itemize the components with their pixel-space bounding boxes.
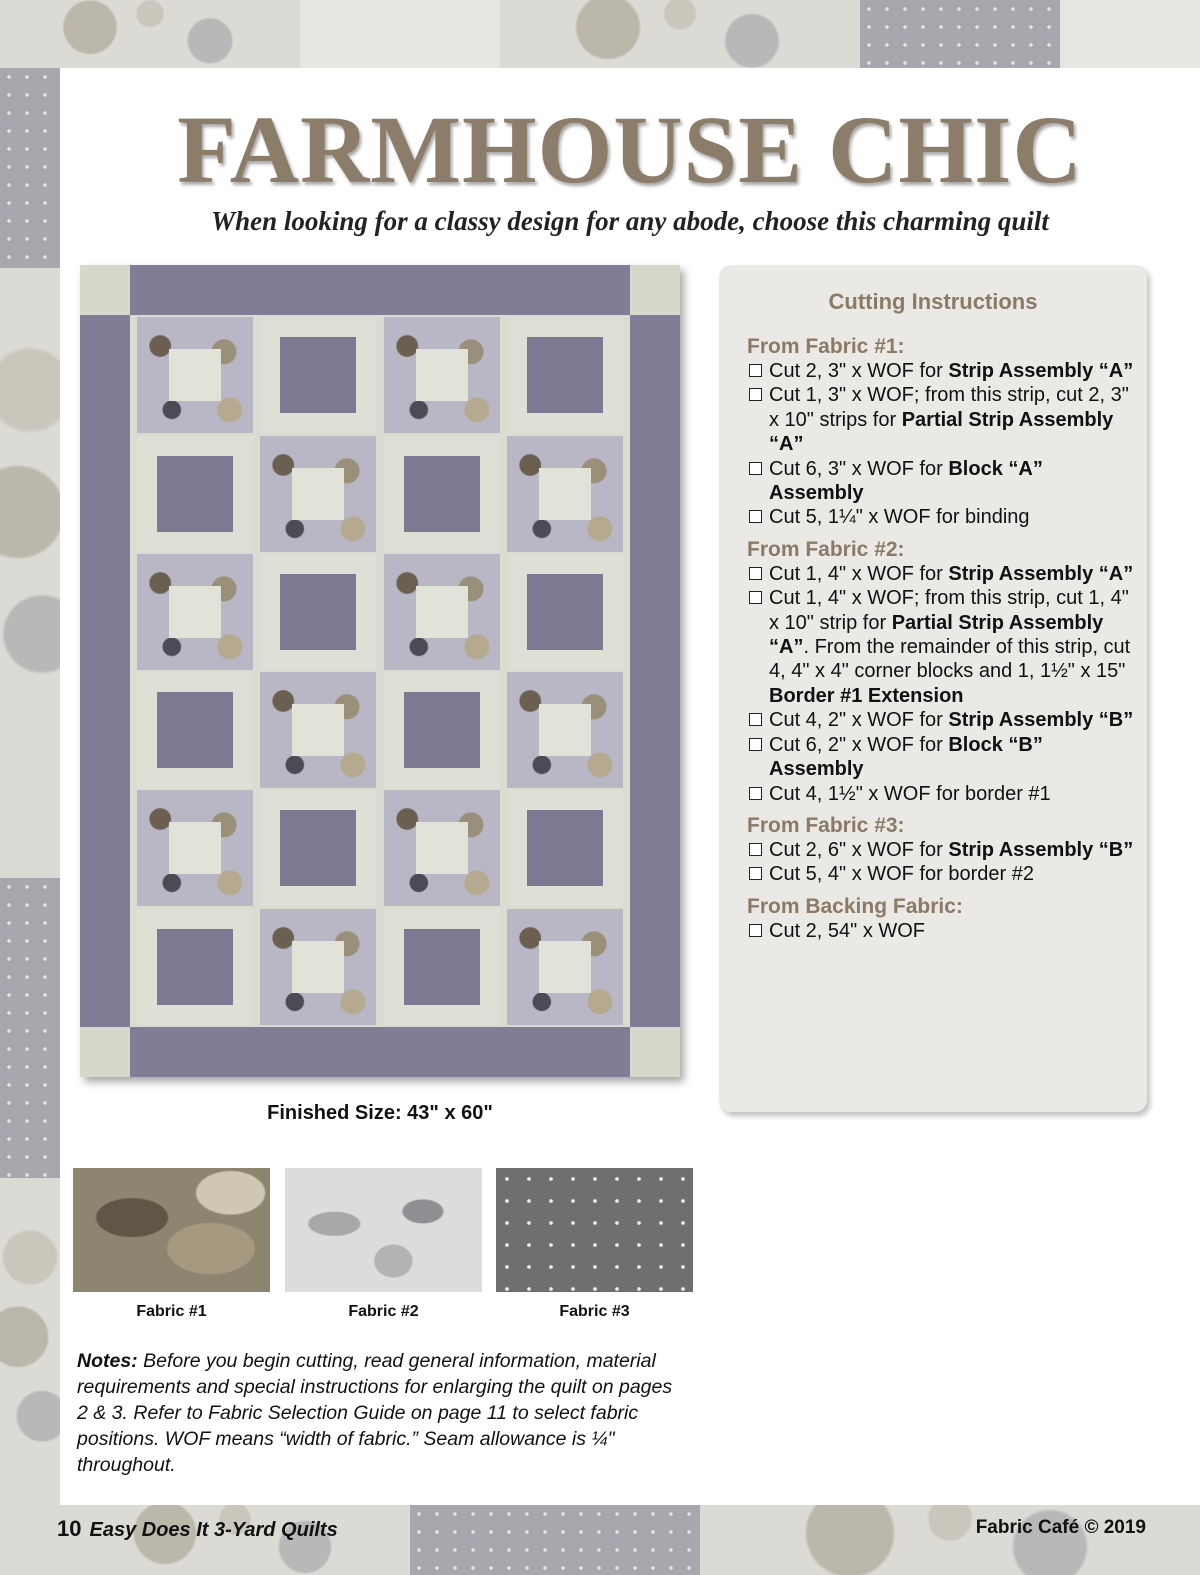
cutting-item xyxy=(747,782,1142,806)
cutting-item-pre: Cut 2, 3" x WOF for xyxy=(769,360,949,382)
footer-publication xyxy=(57,1516,338,1542)
cutting-item-bold: Block “A” Assembly xyxy=(769,457,1043,505)
cutting-section-heading: From Fabric #2: xyxy=(747,537,905,561)
quilt-block-solid xyxy=(384,909,500,1025)
quilt-block-floral xyxy=(384,790,500,906)
fabric-1-label: Fabric #1 xyxy=(136,1303,207,1320)
checkbox-icon xyxy=(749,510,762,523)
quilt-block-center xyxy=(416,586,468,638)
quilt-block-floral xyxy=(384,317,500,433)
quilt-block-solid xyxy=(260,554,376,670)
cutting-item-pre: Cut 1, 4" x WOF; from this strip, cut 1, 4" x 10" strip for xyxy=(769,587,1129,634)
quilt-block-center xyxy=(169,349,221,401)
quilt-block-solid xyxy=(384,672,500,788)
cutting-section-heading: From Fabric #1: xyxy=(747,335,905,358)
cutting-item xyxy=(747,919,1142,943)
cutting-item-bold: Partial Strip Assembly “A” xyxy=(769,408,1114,456)
cutting-item-pre: Cut 4, 1½" x WOF for border #1 xyxy=(769,782,1051,805)
quilt-block-floral xyxy=(137,317,253,433)
cutting-item xyxy=(747,457,1142,506)
quilt-block-center xyxy=(539,468,591,520)
page-subtitle: When looking for a classy design for any abode, choose this charming quilt xyxy=(211,206,1049,236)
quilt-block-floral xyxy=(507,909,623,1025)
footer-copyright: Fabric Café © 2019 xyxy=(975,1517,1146,1538)
cutting-item xyxy=(747,838,1142,862)
background-fabric xyxy=(0,1178,60,1575)
quilt-block-center xyxy=(404,692,480,768)
quilt-block-solid xyxy=(507,554,623,670)
cutting-item-bold2: Border #1 Extension xyxy=(769,684,964,707)
quilt-block-center xyxy=(292,468,344,520)
quilt-block-center xyxy=(169,822,221,874)
quilt-block-center xyxy=(157,692,233,768)
checkbox-icon xyxy=(749,388,762,401)
quilt-block-center xyxy=(292,941,344,993)
checkbox-icon xyxy=(749,462,762,475)
checkbox-icon xyxy=(749,713,762,726)
quilt-block-floral xyxy=(137,790,253,906)
background-fabric xyxy=(860,0,1060,68)
notes-label: Notes: xyxy=(77,1350,138,1372)
cutting-section-heading: From Fabric #3: xyxy=(747,813,905,837)
quilt-block-center xyxy=(157,929,233,1005)
quilt-block-center xyxy=(539,704,591,756)
fabric-1-swatch xyxy=(73,1168,270,1292)
cutting-item xyxy=(747,733,1142,782)
page-number: 10 xyxy=(57,1516,82,1541)
quilt-block-center xyxy=(292,704,344,756)
quilt-block-center xyxy=(527,574,603,650)
quilt-block-floral xyxy=(137,554,253,670)
quilt-block-solid xyxy=(137,436,253,552)
quilt-block-center xyxy=(416,349,468,401)
quilt-block-center xyxy=(280,810,356,886)
fabric-2-label: Fabric #2 xyxy=(348,1303,419,1320)
quilt-block-center xyxy=(416,822,468,874)
background-fabric xyxy=(410,1505,700,1575)
background-fabric xyxy=(0,268,60,878)
checkbox-icon xyxy=(749,591,762,604)
notes-paragraph xyxy=(77,1348,677,1478)
cutting-item-pre: Cut 1, 3" x WOF; from this strip, cut 2, 3" x 10" strips for xyxy=(769,384,1129,431)
quilt-block-center xyxy=(539,941,591,993)
cutting-item-bold: Strip Assembly “B” xyxy=(948,709,1134,732)
background-fabric xyxy=(300,0,500,68)
cutting-item xyxy=(747,862,1142,886)
quilt-block-solid xyxy=(260,317,376,433)
background-fabric xyxy=(0,0,300,68)
quilt-block-solid xyxy=(137,909,253,1025)
checkbox-icon xyxy=(749,867,762,880)
cutting-item-pre: Cut 1, 4" x WOF for xyxy=(769,562,949,585)
quilt-block-floral xyxy=(260,436,376,552)
cutting-item xyxy=(747,586,1142,708)
checkbox-icon xyxy=(749,738,762,751)
cutting-item-bold: Strip Assembly “A” xyxy=(948,360,1134,382)
cutting-instructions-panel xyxy=(719,265,1147,1112)
cutting-instructions-list xyxy=(747,335,1142,943)
quilt-block-center xyxy=(527,810,603,886)
quilt-block-floral xyxy=(384,554,500,670)
article-page xyxy=(60,68,1200,1505)
cutting-item-pre: Cut 2, 54" x WOF xyxy=(769,919,926,942)
cutting-item xyxy=(747,562,1142,586)
checkbox-icon xyxy=(749,924,762,937)
cutting-item-pre: Cut 4, 2" x WOF for xyxy=(769,709,949,732)
checkbox-icon xyxy=(749,843,762,856)
cutting-item-bold: Strip Assembly “B” xyxy=(948,838,1134,861)
quilt-block-floral xyxy=(507,672,623,788)
cutting-section-heading: From Backing Fabric: xyxy=(747,894,963,918)
cutting-item xyxy=(747,708,1142,732)
quilt-block-solid xyxy=(507,790,623,906)
quilt-block-center xyxy=(404,456,480,532)
cutting-item-pre: Cut 6, 2" x WOF for xyxy=(769,733,949,756)
cutting-item-pre: Cut 5, 1¼" x WOF for binding xyxy=(769,506,1030,529)
cutting-item xyxy=(747,383,1142,456)
quilt-block-solid xyxy=(384,436,500,552)
cutting-item-pre: Cut 6, 3" x WOF for xyxy=(769,457,949,480)
quilt-block-center xyxy=(404,929,480,1005)
quilt-block-floral xyxy=(507,436,623,552)
quilt-block-center xyxy=(169,586,221,638)
quilt-block-solid xyxy=(260,790,376,906)
background-fabric xyxy=(0,68,60,268)
quilt-block-floral xyxy=(260,909,376,1025)
quilt-block-center xyxy=(280,337,356,413)
quilt-corner-block xyxy=(80,1027,130,1077)
quilt-block-center xyxy=(280,574,356,650)
fabric-3-label: Fabric #3 xyxy=(559,1303,630,1320)
checkbox-icon xyxy=(749,787,762,800)
finished-size: Finished Size: 43" x 60" xyxy=(267,1102,493,1124)
quilt-block-solid xyxy=(137,672,253,788)
fabric-2-swatch xyxy=(285,1168,482,1292)
quilt-block-center xyxy=(527,337,603,413)
fabric-3-swatch xyxy=(496,1168,693,1292)
cutting-item-pre: Cut 5, 4" x WOF for border #2 xyxy=(769,863,1034,886)
checkbox-icon xyxy=(749,364,762,377)
quilt-block-floral xyxy=(260,672,376,788)
publication-title: Easy Does It 3-Yard Quilts xyxy=(89,1519,338,1541)
background-fabric xyxy=(700,1505,1200,1575)
quilt-corner-block xyxy=(80,265,130,315)
cutting-instructions-title: Cutting Instructions xyxy=(828,289,1038,314)
cutting-item xyxy=(747,505,1142,529)
notes-text: Before you begin cutting, read general information, material requirements and special instructions for enlarging the quilt on pages 2 & 3. Refer to Fabric Selection Guide on page 11 to select fabric positions. WOF means “width of fabric.” Seam allowance is ¼" throughout. xyxy=(77,1350,673,1476)
background-fabric xyxy=(500,0,860,68)
cutting-item-post: . From the remainder of this strip, cut 4, 4" x 4" corner blocks and 1, 1½" x 15" xyxy=(769,636,1131,683)
quilt-corner-block xyxy=(630,265,680,315)
background-fabric xyxy=(1060,0,1200,68)
cutting-item-bold: Partial Strip Assembly “A” xyxy=(769,611,1104,659)
background-fabric xyxy=(0,878,60,1178)
cutting-item-bold: Block “B” Assembly xyxy=(769,733,1043,781)
quilt-corner-block xyxy=(630,1027,680,1077)
quilt-photo xyxy=(80,265,680,1077)
quilt-block-center xyxy=(157,456,233,532)
cutting-item xyxy=(747,359,1142,383)
cutting-item-pre: Cut 2, 6" x WOF for xyxy=(769,838,949,861)
page-title: FARMHOUSE CHIC xyxy=(177,96,1083,203)
quilt-center xyxy=(130,315,630,1027)
cutting-item-bold: Strip Assembly “A” xyxy=(948,562,1134,585)
quilt-block-solid xyxy=(507,317,623,433)
checkbox-icon xyxy=(749,567,762,580)
